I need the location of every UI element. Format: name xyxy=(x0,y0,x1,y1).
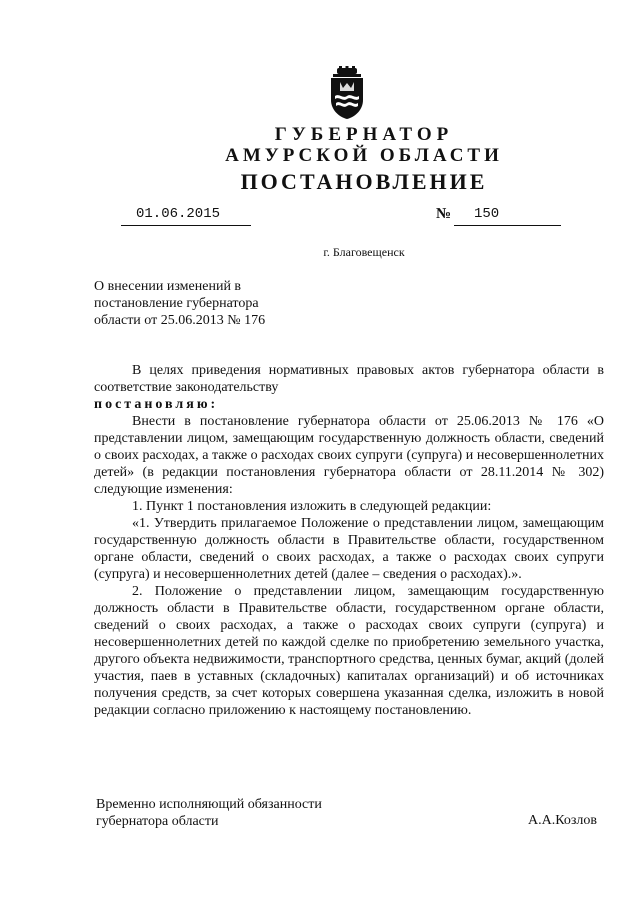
date-underline xyxy=(121,225,251,226)
body-paragraph-1: Внести в постановление губернатора области от 25.06.2013 № 176 «О представлении лицом, замещающим государственную должность области, сведений о своих расходах, а также о расходах своих супруги (супруга) и несовершеннолетних детей» (в редакции постановления губернатора области от 28.11.2014 № 302) следующие изменения: xyxy=(94,414,604,497)
document-type-title: ПОСТАНОВЛЕНИЕ xyxy=(240,169,488,194)
decree-word: постановляю: xyxy=(94,397,219,412)
signatory-name: А.А.Козлов xyxy=(528,813,597,828)
subject-line-2: постановление губернатора xyxy=(94,296,259,311)
subject-line-3: области от 25.06.2013 № 176 xyxy=(94,313,266,328)
preamble-paragraph: В целях приведения нормативных правовых актов губернатора области в соответствие законодательству xyxy=(94,363,604,395)
document-date: 01.06.2015 xyxy=(136,206,221,222)
body-paragraph-2: 1. Пункт 1 постановления изложить в следующей редакции: xyxy=(132,499,492,514)
signatory-position xyxy=(96,796,322,830)
header-title-governor: ГУБЕРНАТОР xyxy=(274,124,454,145)
signatory-position-line-1: Временно исполняющий обязанности xyxy=(96,797,322,812)
body-paragraph-4: 2. Положение о представлении лицом, замещающим государственную должность области в Правительстве области, государственном органе области, сведений о своих расходах, а также о расходах своих супруги (супруга) и несовершеннолетних детей по каждой сделке по приобретению земельного участка, другого объекта недвижимости, транспортного средства, ценных бумаг, акций (долей участия, паев в уставных (складочных) капиталах организаций) и об источниках получения средств, за счет которых совершена указанная сделка, изложить в новой редакции согласно приложению к настоящему постановлению. xyxy=(94,584,604,718)
document-number: 150 xyxy=(474,206,500,222)
body-paragraph-3: «1. Утвердить прилагаемое Положение о представлении лицом, замещающим государственную должность области в Правительстве области, государственном органе области, сведений о своих расходах, а также о расходах своих супруги (супруга) и несовершеннолетних детей (далее – сведения о расходах).». xyxy=(94,516,604,582)
document-subject xyxy=(94,278,296,329)
signatory-position-line-2: губернатора области xyxy=(96,814,219,829)
subject-line-1: О внесении изменений в xyxy=(94,279,242,294)
number-underline xyxy=(454,225,561,226)
document-body xyxy=(94,362,604,719)
number-label: № xyxy=(436,206,452,222)
city-name: г. Благовещенск xyxy=(323,245,405,259)
coat-of-arms-emblem xyxy=(327,66,367,120)
header-title-region: АМУРСКОЙ ОБЛАСТИ xyxy=(225,145,503,166)
